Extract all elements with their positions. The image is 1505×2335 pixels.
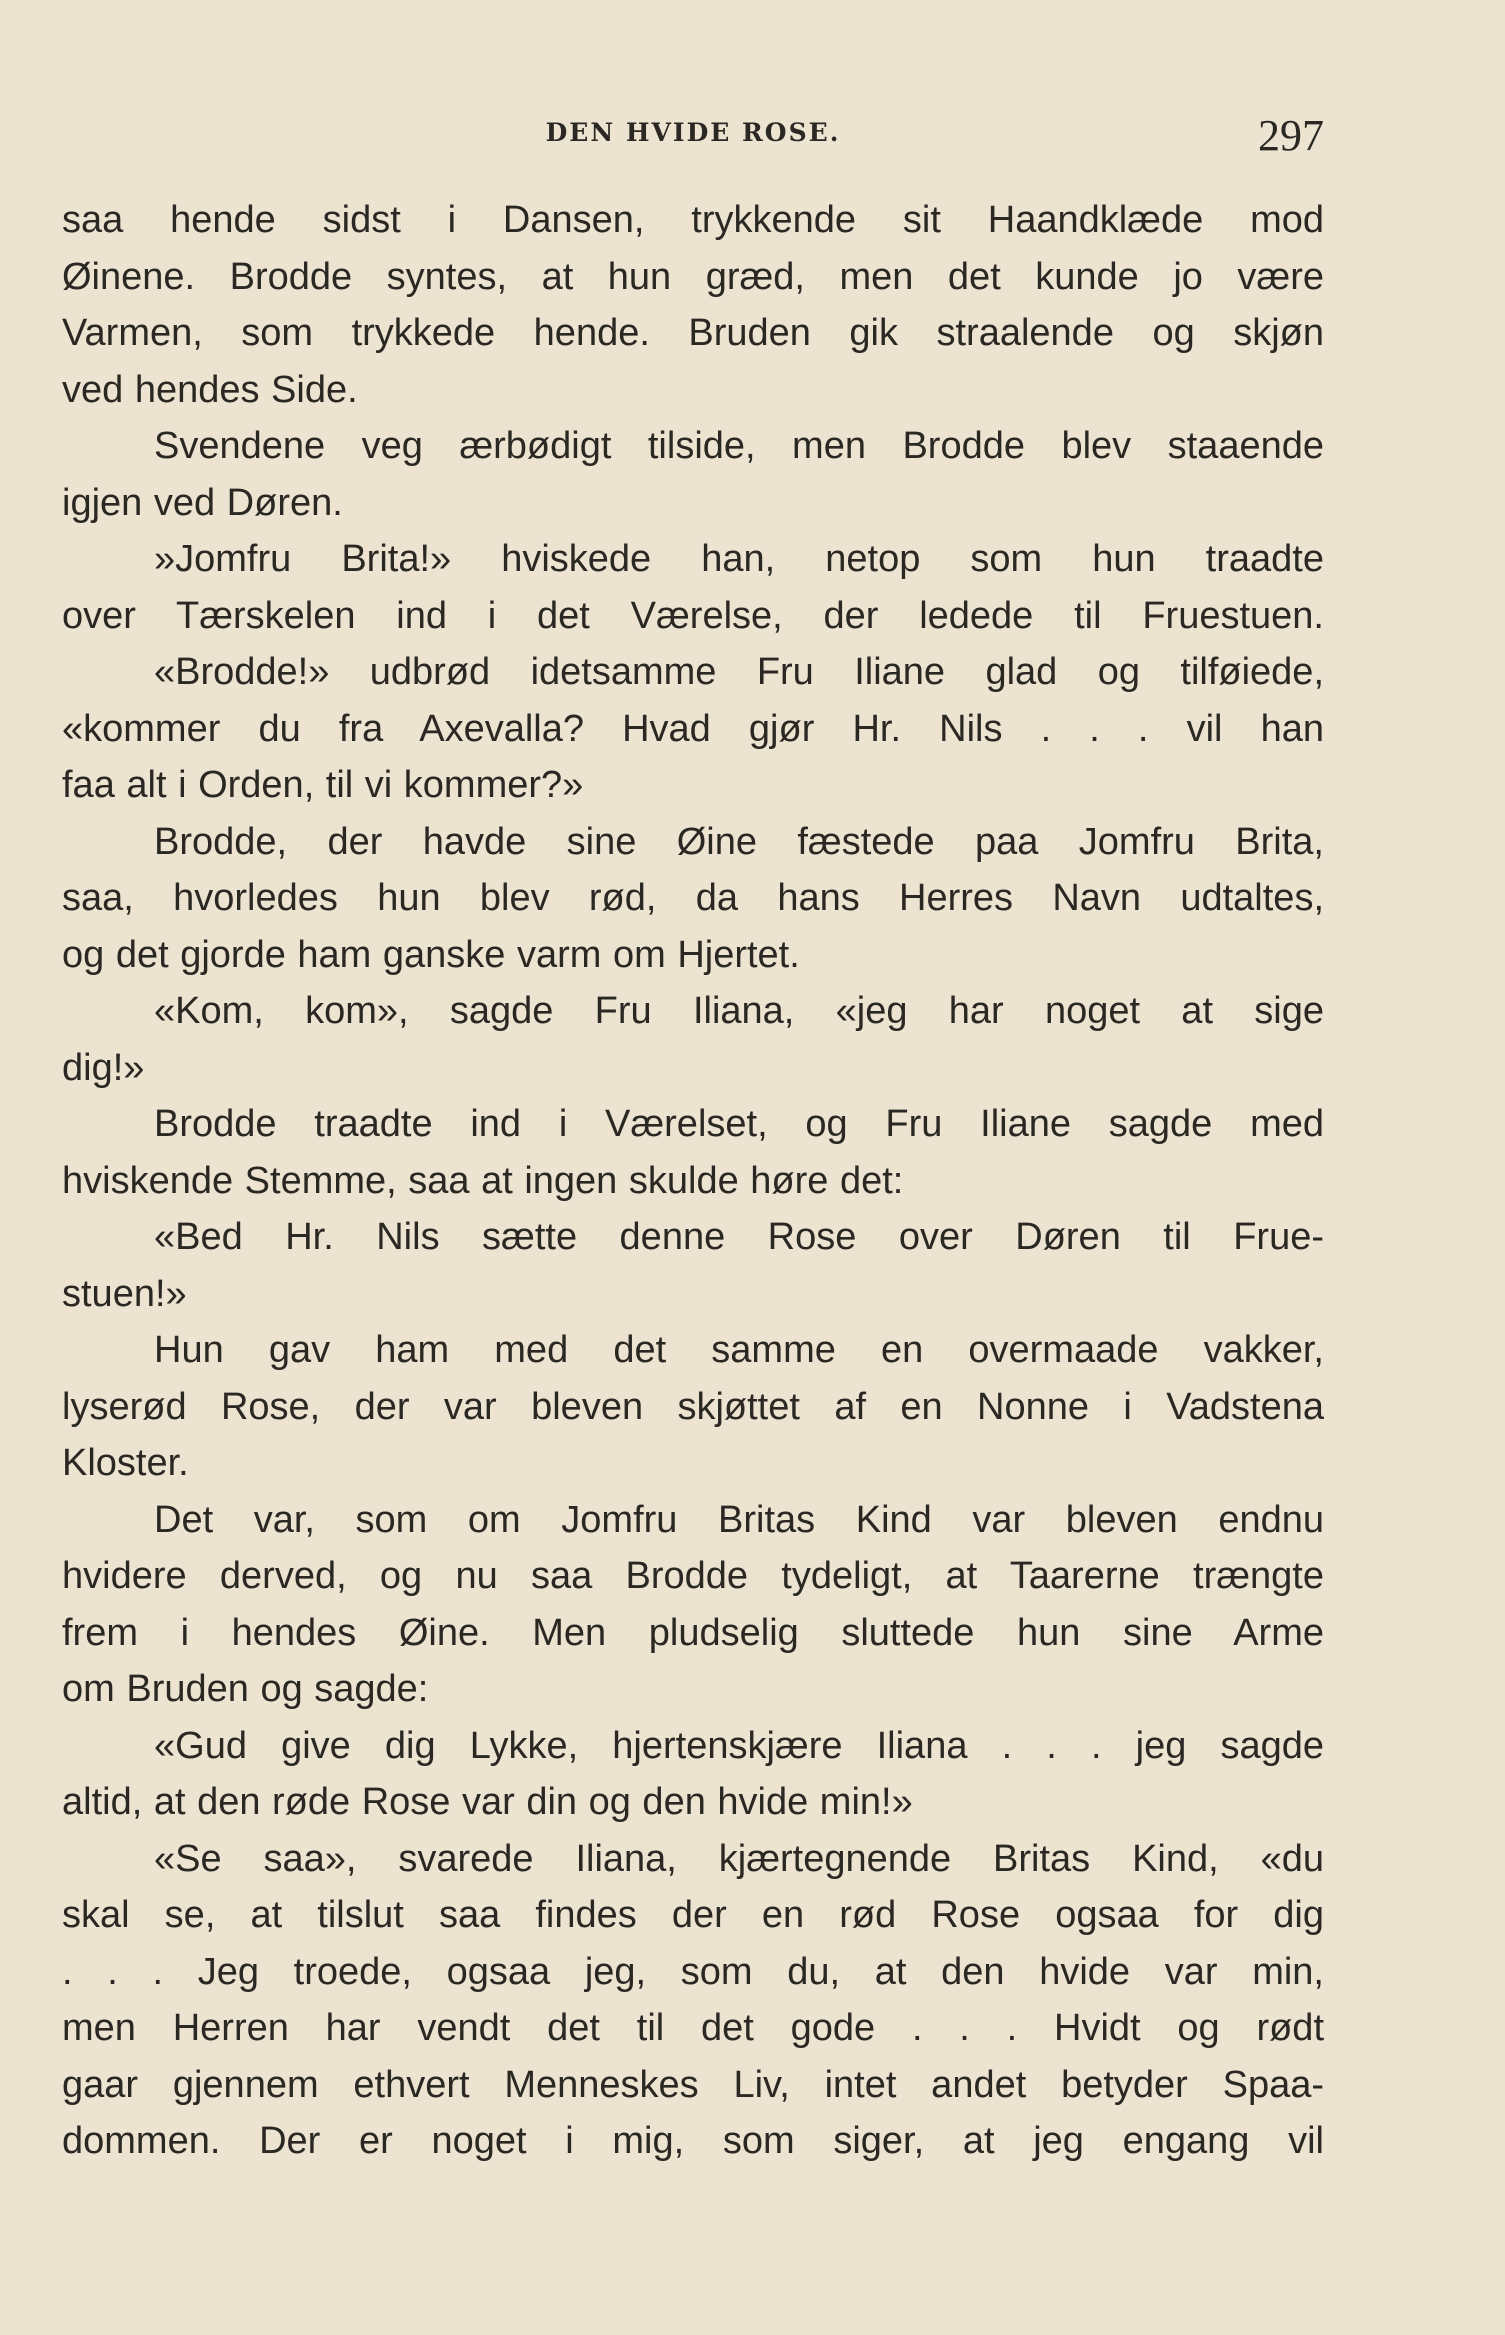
text-line: «Gud give dig Lykke, hjertenskjære Iliana . . . jeg sagde (154, 1724, 1324, 1767)
text-line: Øinene. Brodde syntes, at hun græd, men det kunde jo være (62, 255, 1324, 298)
text-line: Svendene veg ærbødigt tilside, men Brodde blev staaende (154, 425, 1324, 467)
text-line: og det gjorde ham ganske varm om Hjertet. (62, 933, 800, 976)
text-line: stuen!» (62, 1272, 187, 1315)
text-line: altid, at den røde Rose var din og den hvide min!» (62, 1781, 913, 1823)
text-line: dommen. Der er noget i mig, som siger, at jeg engang vil (62, 2120, 1324, 2162)
text-line: skal se, at tilslut saa findes der en rød Rose ogsaa for dig (62, 1894, 1324, 1936)
text-line: faa alt i Orden, til vi kommer?» (62, 764, 584, 806)
page-header (62, 110, 1324, 170)
text-line: «kommer du fra Axevalla? Hvad gjør Hr. Nils . . . vil han (62, 707, 1324, 750)
text-line: Varmen, som trykkede hende. Bruden gik straalende og skjøn (62, 312, 1324, 354)
text-line: Det var, som om Jomfru Britas Kind var bleven endnu (154, 1498, 1324, 1541)
text-line: lyserød Rose, der var bleven skjøttet af en Nonne i Vadstena (62, 1385, 1324, 1428)
text-line: »Jomfru Brita!» hviskede han, netop som hun traadte (154, 538, 1324, 580)
text-line: saa hende sidst i Dansen, trykkende sit Haandklæde mod (62, 199, 1324, 241)
text-line: men Herren har vendt det til det gode . . . Hvidt og rødt (62, 2007, 1324, 2049)
text-line: dig!» (62, 1046, 145, 1089)
text-line: om Bruden og sagde: (62, 1668, 429, 1710)
text-line: «Kom, kom», sagde Fru Iliana, «jeg har noget at sige (154, 990, 1324, 1032)
text-line: hviskende Stemme, saa at ingen skulde høre det: (62, 1159, 904, 1202)
text-line: ved hendes Side. (62, 368, 358, 411)
text-line: igjen ved Døren. (62, 481, 343, 524)
text-line: frem i hendes Øine. Men pludselig sluttede hun sine Arme (62, 1611, 1324, 1654)
running-title: DEN HVIDE ROSE. (545, 118, 841, 147)
page-number: 297 (1258, 111, 1324, 160)
text-line: Hun gav ham med det samme en overmaade vakker, (154, 1329, 1324, 1371)
text-line: «Bed Hr. Nils sætte denne Rose over Døren til Frue- (154, 1216, 1324, 1258)
text-line: Kloster. (62, 1442, 189, 1484)
text-line: . . . Jeg troede, ogsaa jeg, som du, at den hvide var min, (62, 1950, 1324, 1993)
text-line: Brodde traadte ind i Værelset, og Fru Iliane sagde med (154, 1103, 1324, 1145)
text-line: saa, hvorledes hun blev rød, da hans Herres Navn udtaltes, (62, 877, 1324, 919)
text-line: hvidere derved, og nu saa Brodde tydeligt, at Taarerne trængte (62, 1555, 1324, 1597)
body-text (62, 192, 1324, 2170)
text-line: gaar gjennem ethvert Menneskes Liv, intet andet betyder Spaa- (62, 2063, 1324, 2106)
text-line: «Brodde!» udbrød idetsamme Fru Iliane glad og tilføiede, (154, 651, 1324, 693)
text-line: Brodde, der havde sine Øine fæstede paa Jomfru Brita, (154, 820, 1324, 863)
text-line: «Se saa», svarede Iliana, kjærtegnende Britas Kind, «du (154, 1837, 1324, 1880)
text-line: over Tærskelen ind i det Værelse, der ledede til Fruestuen. (62, 594, 1324, 637)
